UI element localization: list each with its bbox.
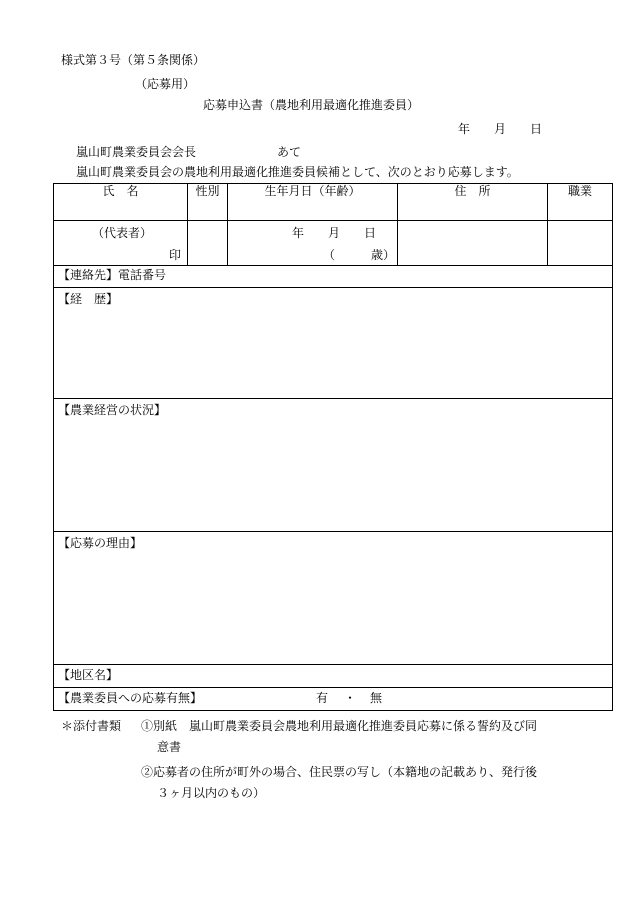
contact-cell[interactable] <box>54 266 613 288</box>
header-row <box>54 184 613 221</box>
career-row <box>54 288 613 399</box>
committee-yes[interactable]: 有 <box>316 691 329 705</box>
col-name-header: 氏 名 <box>54 184 188 221</box>
district-row <box>54 665 613 688</box>
reason-cell[interactable] <box>54 532 613 665</box>
col-address-header: 住 所 <box>398 184 548 221</box>
col-occupation-header: 職業 <box>548 184 613 221</box>
farming-cell[interactable] <box>54 399 613 532</box>
district-cell[interactable] <box>54 665 613 688</box>
representative-label: （代表者） <box>92 226 153 240</box>
birthdate-ymd: 年 月 日 <box>292 226 377 240</box>
birthdate-cell[interactable] <box>228 221 398 266</box>
name-cell[interactable] <box>54 221 188 266</box>
farming-label: 【農業経営の状況】 <box>58 403 167 417</box>
seal-mark: 印 <box>169 248 182 262</box>
committee-row <box>54 688 613 711</box>
col-gender-header: 性別 <box>188 184 228 221</box>
attachment-2-line2: ３ヶ月以内のもの） <box>157 786 266 800</box>
application-form-table <box>53 183 613 711</box>
gender-cell[interactable] <box>188 221 228 266</box>
age-field: （ 歳） <box>323 248 396 262</box>
reason-row <box>54 532 613 665</box>
applicant-row <box>54 221 613 266</box>
intro-text: 嵐山町農業委員会の農地利用最適化推進委員候補として、次のとおり応募します。 <box>76 165 519 179</box>
attachment-1-line2: 意書 <box>157 740 182 754</box>
addressee: 嵐山町農業委員会会長 <box>76 145 197 159</box>
date-line: 年 月 日 <box>458 122 543 136</box>
contact-row <box>54 266 613 288</box>
committee-cell[interactable] <box>54 688 613 711</box>
farming-row <box>54 399 613 532</box>
attachment-2-line1: ②応募者の住所が町外の場合、住民票の写し（本籍地の記載あり、発行後 <box>141 765 538 779</box>
committee-separator: ・ <box>344 691 357 705</box>
reason-label: 【応募の理由】 <box>58 536 143 550</box>
career-label: 【経 歴】 <box>58 292 119 306</box>
col-birthdate-header: 生年月日（年齢） <box>228 184 398 221</box>
usage-label: （応募用） <box>135 77 196 91</box>
committee-no[interactable]: 無 <box>370 691 383 705</box>
address-cell[interactable] <box>398 221 548 266</box>
addressee-suffix: あて <box>277 145 302 159</box>
document-title: 応募申込書（農地利用最適化推進委員） <box>203 98 420 112</box>
committee-label: 【農業委員への応募有無】 <box>58 691 203 705</box>
occupation-cell[interactable] <box>548 221 613 266</box>
form-number: 様式第３号（第５条関係） <box>61 53 206 67</box>
district-label: 【地区名】 <box>58 668 119 682</box>
career-cell[interactable] <box>54 288 613 399</box>
attachments-label: ＊添付書類 <box>61 719 122 733</box>
attachment-1-line1: ①別紙 嵐山町農業委員会農地利用最適化推進委員応募に係る誓約及び同 <box>141 719 538 733</box>
contact-label: 【連絡先】電話番号 <box>58 268 167 282</box>
